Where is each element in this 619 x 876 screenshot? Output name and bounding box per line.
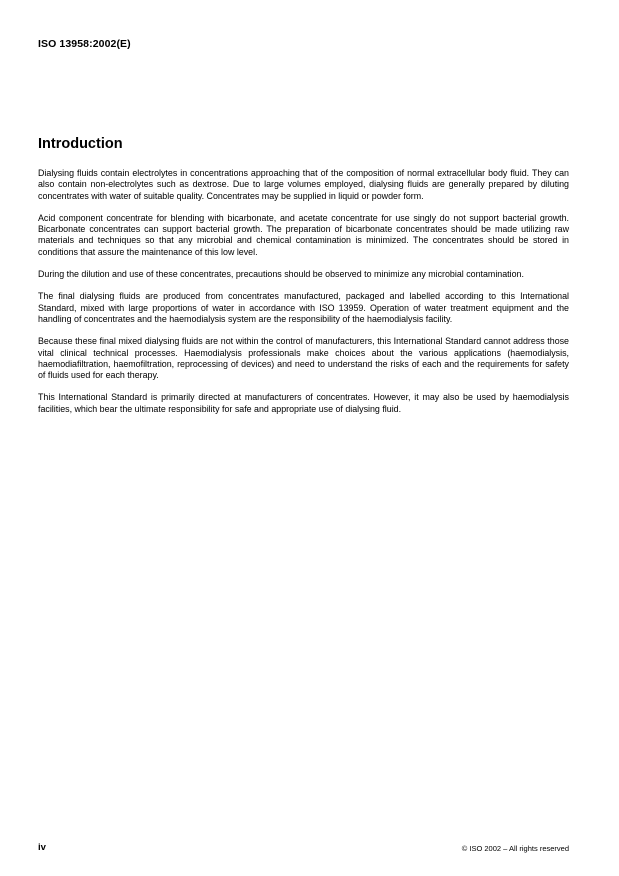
- paragraph-4: The final dialysing fluids are produced from concentrates manufactured, packaged and labelled according to this International Standard, mixed with large proportions of water in accordance with ISO 13959. Operation of water treatment equipment and the handling of concentrates and the haemodialysis system are the responsibility of the haemodialysis facility.: [38, 291, 569, 324]
- paragraph-5: Because these final mixed dialysing fluids are not within the control of manufacturers, this International Standard cannot address those vital clinical technical processes. Haemodialysis professionals make choices about the various applications (haemodialysis, haemodiafiltration, haemofiltration, reprocessing of devices) and need to understand the risks of each and the requirements for safety of fluids used for each therapy.: [38, 336, 569, 381]
- introduction-body: [38, 168, 569, 426]
- paragraph-1: Dialysing fluids contain electrolytes in concentrations approaching that of the composition of normal extracellular body fluid. They can also contain non-electrolytes such as dextrose. Due to large volumes employed, dialysing fluids are generally prepared by diluting concentrates with water of suitable quality. Concentrates may be supplied in liquid or powder form.: [38, 168, 569, 201]
- document-id-header: ISO 13958:2002(E): [38, 38, 131, 50]
- page-number: iv: [38, 842, 46, 853]
- copyright-notice: © ISO 2002 – All rights reserved: [461, 844, 569, 853]
- section-title: Introduction: [38, 136, 123, 152]
- paragraph-3: During the dilution and use of these concentrates, precautions should be observed to minimize any microbial contamination.: [38, 269, 524, 280]
- paragraph-6: This International Standard is primarily directed at manufacturers of concentrates. However, it may also be used by haemodialysis facilities, which bear the ultimate responsibility for safe and appropriate use of dialysing fluid.: [38, 392, 569, 414]
- paragraph-2: Acid component concentrate for blending with bicarbonate, and acetate concentrate for use singly do not support bacterial growth. Bicarbonate concentrates can support bacterial growth. The preparation of bicarbonate concentrates should be made utilizing raw materials and techniques so that any microbial and chemical contamination is minimized. The concentrates should be stored in conditions that assure the maintenance of this low level.: [38, 212, 569, 257]
